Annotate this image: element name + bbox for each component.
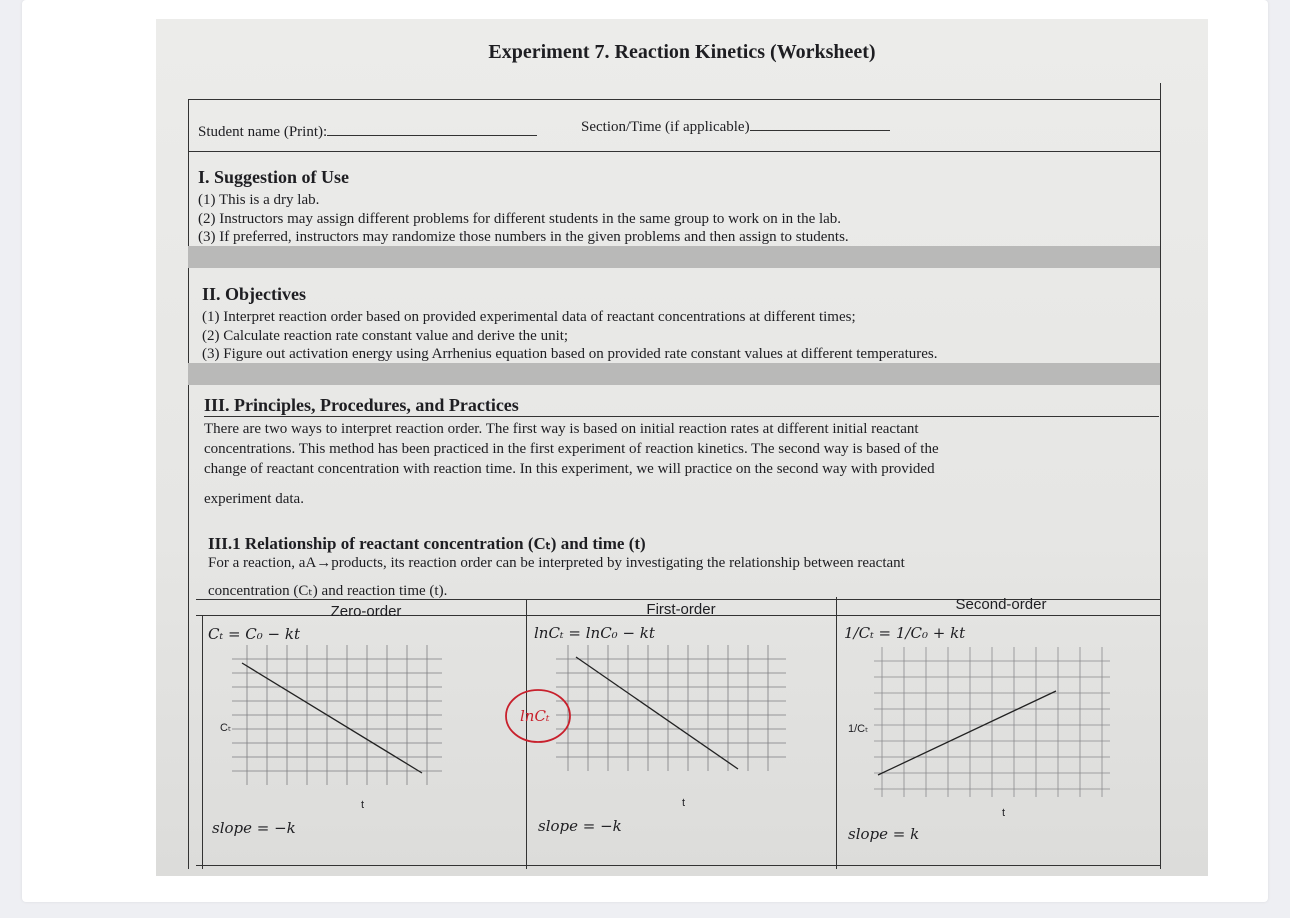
section-3-heading: III. Principles, Procedures, and Practices <box>204 395 519 415</box>
first-order-xlabel: t <box>682 797 686 809</box>
subsection-3-1-line-1: For a reaction, aA→products, its reaction order can be interpreted by investigating the relationship between reactant <box>208 555 905 571</box>
col-header-first-order: First-order <box>646 601 716 618</box>
second-order-ylabel: 1/Cₜ <box>848 723 869 735</box>
second-order-graph <box>874 647 1110 797</box>
subsection-3-1-line-2: concentration (Cₜ) and reaction time (t). <box>208 583 448 599</box>
first-order-trend-line <box>576 657 738 769</box>
col-header-second-order: Second-order <box>955 596 1047 613</box>
graph-table-bottom <box>196 865 1160 866</box>
table-top-border <box>188 99 1160 100</box>
graph-table-left <box>202 615 203 869</box>
viewer-card <box>22 0 1268 902</box>
worksheet-photo <box>156 19 1208 876</box>
row-divider <box>188 151 1160 152</box>
table-right-border <box>1160 83 1161 869</box>
first-order-graph <box>556 645 786 771</box>
zero-order-trend-line <box>242 663 422 773</box>
zero-order-xlabel: t <box>361 799 365 811</box>
section-2-line-1: (1) Interpret reaction order based on provided experimental data of reactant concentrations at different times; <box>202 309 856 325</box>
formula-zero-order: Cₜ = C₀ − kt <box>208 625 300 643</box>
section-3-line-3: change of reactant concentration with reaction time. In this experiment, we will practice on the second way with provided <box>204 461 935 477</box>
formula-first-order: lnCₜ = lnC₀ − kt <box>534 624 655 642</box>
subsection-3-1-heading: III.1 Relationship of reactant concentration (Cₜ) and time (t) <box>208 534 646 553</box>
slope-first-order: slope = −k <box>538 817 622 835</box>
section-1-line-1: (1) This is a dry lab. <box>198 192 320 208</box>
section-1-heading: I. Suggestion of Use <box>198 167 350 187</box>
student-name-label: Student name (Print): <box>198 123 537 141</box>
section-3-line-1: There are two ways to interpret reaction order. The first way is based on initial reaction rates at different initial reactant <box>204 421 919 437</box>
graph-grid <box>874 647 1110 797</box>
second-order-trend-line <box>878 691 1056 775</box>
graph-col-divider-2 <box>836 597 837 869</box>
divider-band-1 <box>188 246 1160 268</box>
section-1-line-3: (3) If preferred, instructors may randomize those numbers in the given problems and then assign to students. <box>198 229 849 245</box>
section-time-label: Section/Time (if applicable) <box>581 118 890 136</box>
section-3-rule <box>204 416 1159 417</box>
zero-order-graph <box>232 645 442 785</box>
graph-grid <box>232 645 442 785</box>
col-header-zero-order: Zero-order <box>330 603 402 620</box>
slope-second-order: slope = k <box>848 825 920 843</box>
zero-order-ylabel: Cₜ <box>220 722 232 734</box>
section-3-line-2: concentrations. This method has been practiced in the first experiment of reaction kinetics. The second way is based of the <box>204 441 939 457</box>
section-2-line-3: (3) Figure out activation energy using Arrhenius equation based on provided rate constant values at different temperatures. <box>202 346 938 362</box>
handwritten-ln-ct: lnCₜ <box>520 707 550 725</box>
formula-second-order: 1/Cₜ = 1/C₀ + kt <box>844 624 966 642</box>
divider-band-2 <box>188 363 1160 385</box>
second-order-xlabel: t <box>1002 807 1006 819</box>
section-2-line-2: (2) Calculate reaction rate constant value and derive the unit; <box>202 328 569 344</box>
slope-zero-order: slope = −k <box>212 819 296 837</box>
section-3-line-4: experiment data. <box>204 491 304 507</box>
worksheet-title: Experiment 7. Reaction Kinetics (Worksheet) <box>488 41 876 63</box>
section-1-line-2: (2) Instructors may assign different problems for different students in the same group to work on in the lab. <box>198 211 842 227</box>
section-2-heading: II. Objectives <box>202 284 306 304</box>
table-left-border <box>188 99 189 869</box>
graph-grid <box>556 645 786 771</box>
